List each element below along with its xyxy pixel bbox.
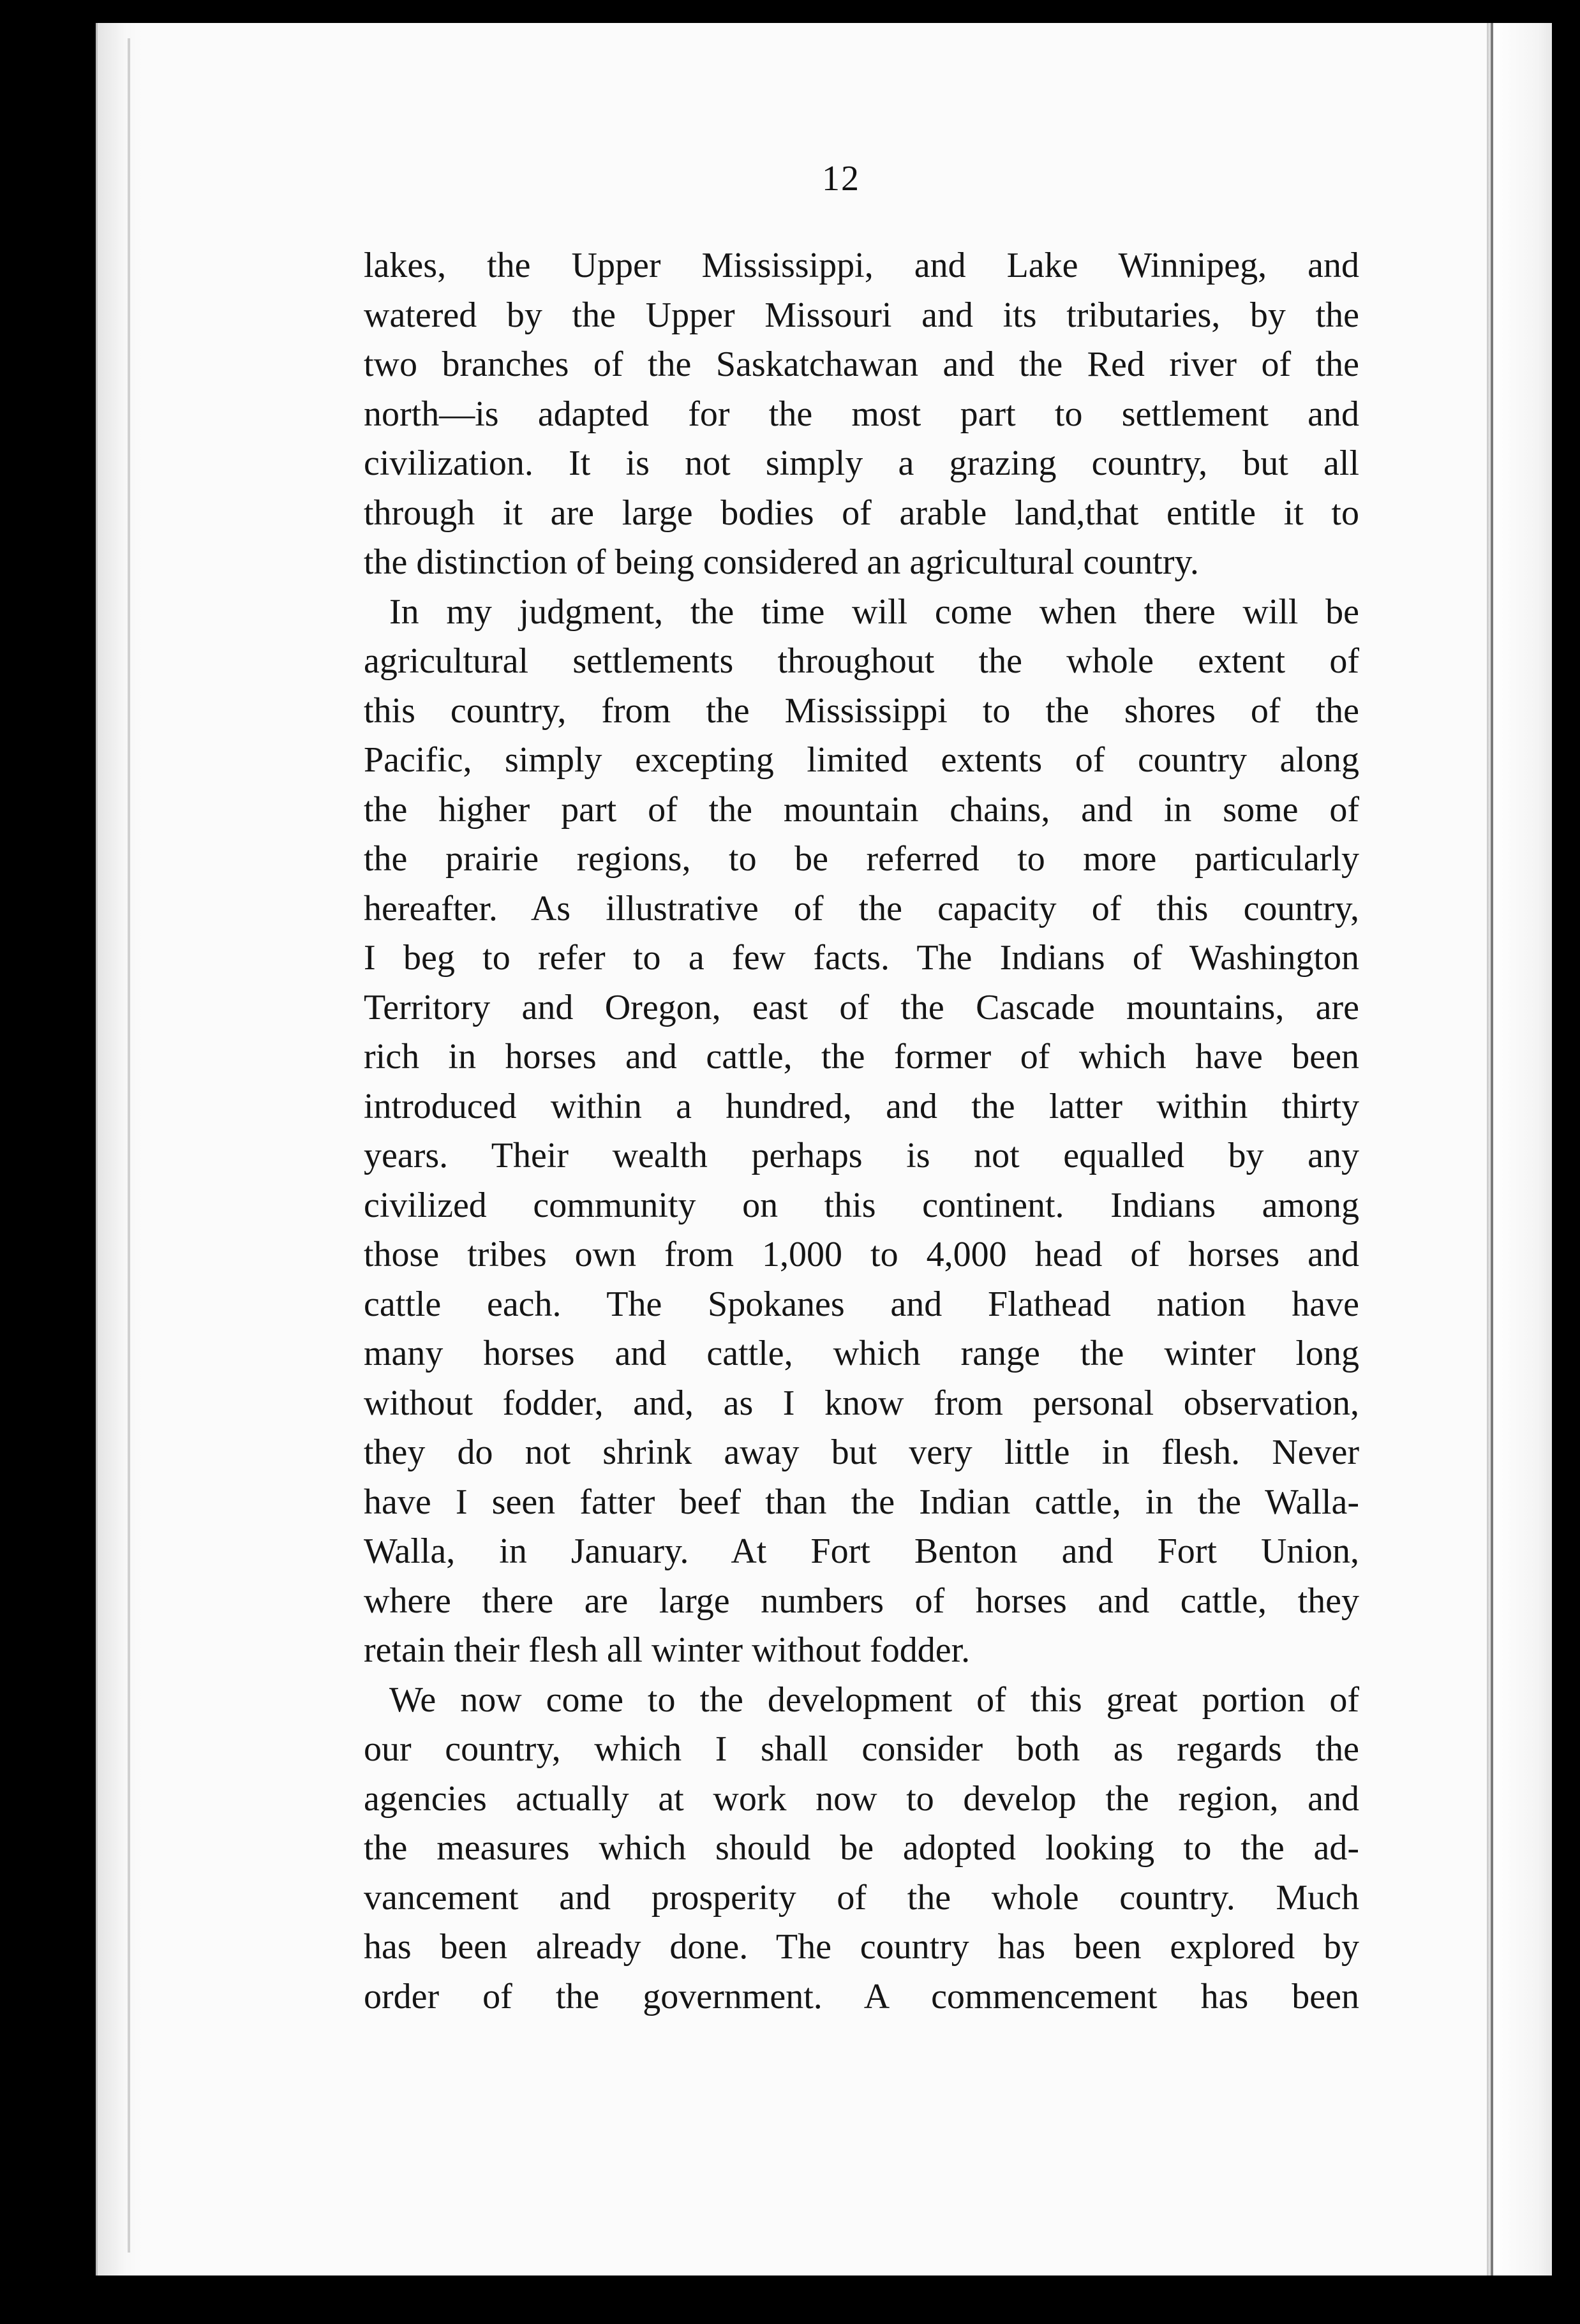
text-line: rich in horses and cattle, the former of which have been (364, 1037, 1359, 1076)
text-line: they do not shrink away but very little in flesh. Never (364, 1433, 1359, 1472)
text-line: have I seen fatter beef than the Indian cattle, in the Walla- (364, 1482, 1359, 1522)
text-line: Walla, in January. At Fort Benton and Fort Union, (364, 1531, 1359, 1571)
text-line: civilization. It is not simply a grazing country, but all (364, 443, 1359, 483)
text-line: We now come to the development of this great portion of (389, 1680, 1359, 1720)
text-line: without fodder, and, as I know from personal observation, (364, 1383, 1359, 1423)
text-line: agencies actually at work now to develop the region, and (364, 1778, 1359, 1819)
text-line: our country, which I shall consider both as regards the (364, 1729, 1359, 1769)
text-line: has been already done. The country has been explored by (364, 1927, 1359, 1967)
text-line: agricultural settlements throughout the whole extent of (364, 641, 1359, 681)
text-line: In my judgment, the time will come when there will be (389, 592, 1359, 632)
text-line: order of the government. A commencement has been (364, 1976, 1359, 2016)
scan-border-top (0, 0, 1580, 26)
page-fold-line (1491, 23, 1493, 2276)
text-line: Territory and Oregon, east of the Cascade mountains, are (364, 987, 1359, 1027)
body-text (364, 241, 1359, 2022)
text-line: hereafter. As illustrative of the capacity of this country, (364, 888, 1359, 928)
text-line: introduced within a hundred, and the latter within thirty (364, 1086, 1359, 1126)
text-line: two branches of the Saskatchawan and the Red river of the (364, 345, 1359, 384)
scan-border-bottom (0, 2275, 1580, 2324)
text-line: retain their flesh all winter without fodder. (364, 1630, 971, 1670)
text-line: civilized community on this continent. Indians among (364, 1185, 1359, 1225)
text-line: the higher part of the mountain chains, and in some of (364, 789, 1359, 830)
scan-border-left (0, 0, 96, 2324)
text-line: the prairie regions, to be referred to more particularly (364, 839, 1359, 879)
scan-border-right (1552, 0, 1580, 2324)
page-number: 12 (822, 159, 860, 198)
text-line: those tribes own from 1,000 to 4,000 head of horses and (364, 1235, 1359, 1274)
text-line: vancement and prosperity of the whole country. Much (364, 1877, 1359, 1918)
text-line: watered by the Upper Missouri and its tributaries, by the (364, 295, 1359, 335)
text-line: Pacific, simply excepting limited extents of country along (364, 740, 1359, 780)
text-line: years. Their wealth perhaps is not equalled by any (364, 1136, 1359, 1175)
text-line: cattle each. The Spokanes and Flathead nation have (364, 1284, 1359, 1324)
page-binding-edge (96, 23, 142, 2276)
adjacent-page-edge (1487, 23, 1552, 2276)
text-line: through it are large bodies of arable land,that entitle it to (364, 493, 1359, 533)
text-line: where there are large numbers of horses and cattle, they (364, 1581, 1359, 1621)
text-line: this country, from the Mississippi to the shores of the (364, 690, 1359, 731)
text-line: the distinction of being considered an agricultural country. (364, 542, 1199, 582)
page-binding-line (128, 38, 130, 2253)
text-line: lakes, the Upper Mississippi, and Lake Winnipeg, and (364, 246, 1359, 285)
text-line: many horses and cattle, which range the winter long (364, 1334, 1359, 1373)
text-line: I beg to refer to a few facts. The Indians of Washington (364, 938, 1359, 978)
text-line: the measures which should be adopted looking to the ad- (364, 1828, 1359, 1868)
text-line: north—is adapted for the most part to settlement and (364, 394, 1359, 434)
